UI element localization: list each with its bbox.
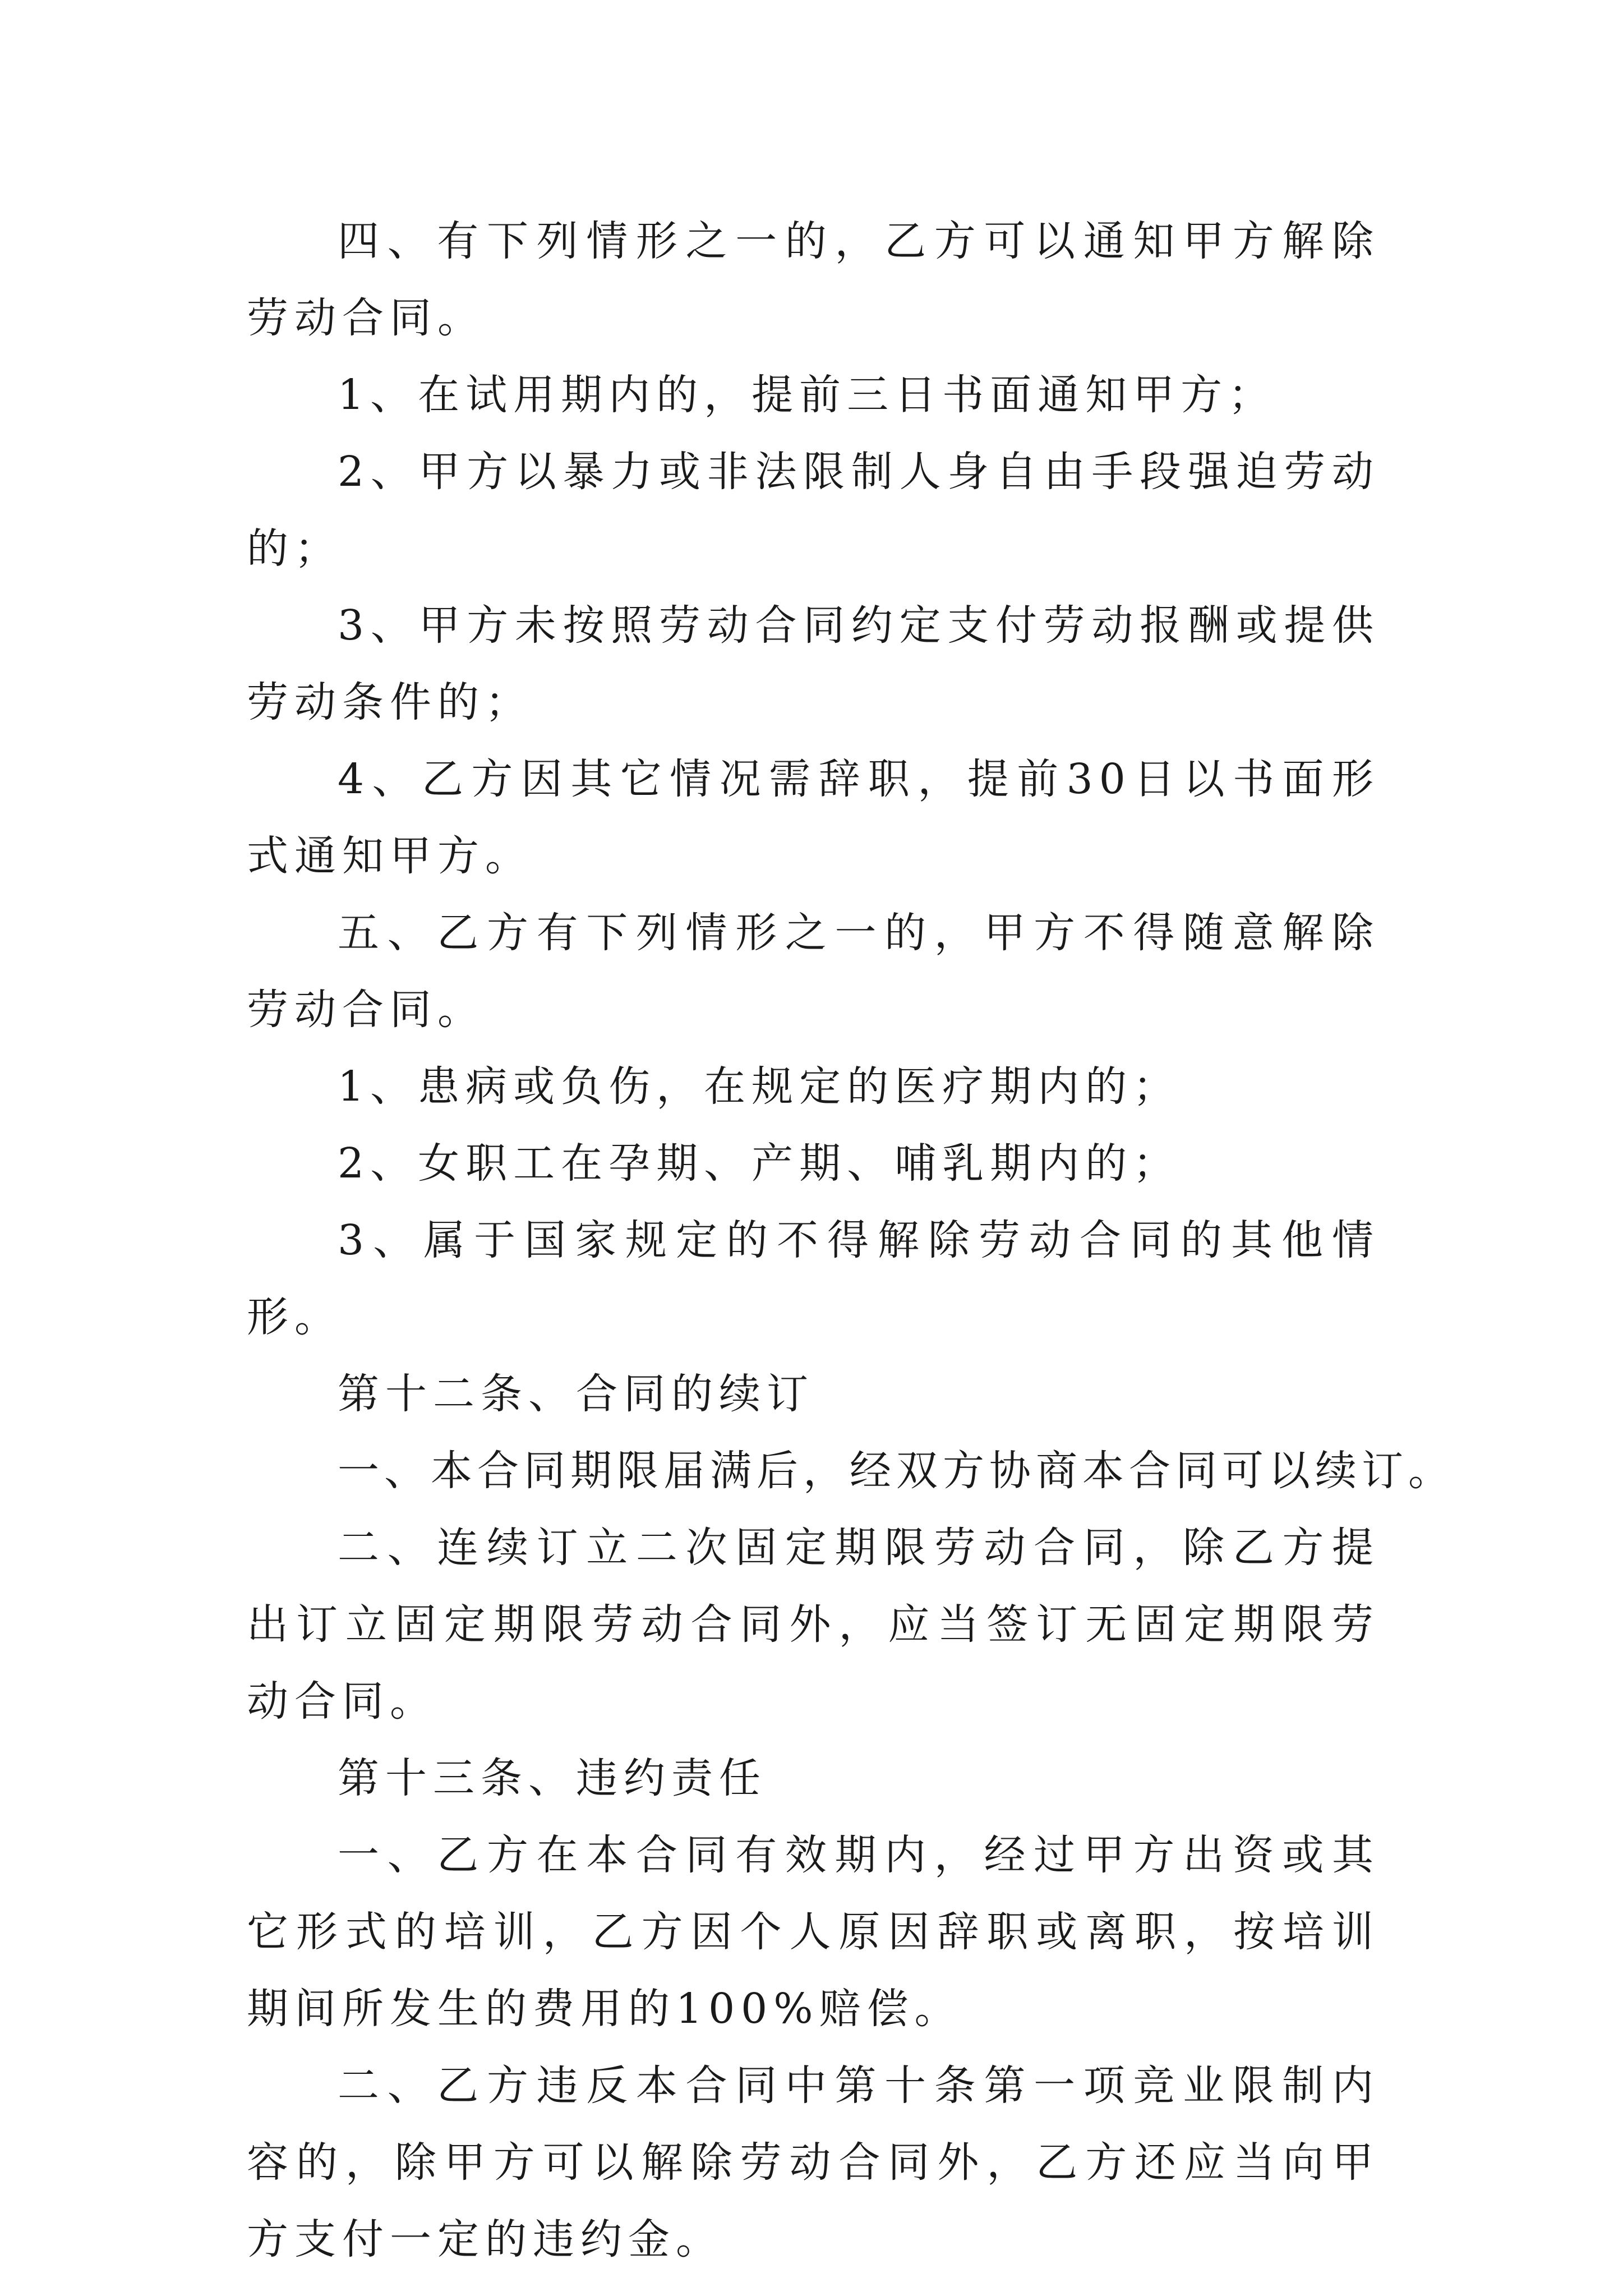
paragraph-section-four: 四、有下列情形之一的，乙方可以通知甲方解除劳动合同。 bbox=[247, 217, 1380, 342]
paragraph-item: 二、连续订立二次固定期限劳动合同，除乙方提出订立固定期限劳动合同外，应当签订无固定期限劳动合同。 bbox=[247, 1524, 1380, 1726]
paragraph-item: 3、属于国家规定的不得解除劳动合同的其他情形。 bbox=[247, 1216, 1380, 1341]
paragraph-item: 2、甲方以暴力或非法限制人身自由手段强迫劳动的； bbox=[247, 448, 1380, 573]
paragraph-item: 2、女职工在孕期、产期、哺乳期内的； bbox=[338, 1139, 1181, 1188]
document-body bbox=[247, 203, 1455, 2278]
paragraph-section-five: 五、乙方有下列情形之一的，甲方不得随意解除劳动合同。 bbox=[247, 909, 1380, 1034]
paragraph-item: 1、在试用期内的，提前三日书面通知甲方； bbox=[338, 371, 1276, 419]
paragraph-item: 4、乙方因其它情况需辞职，提前30日以书面形式通知甲方。 bbox=[247, 755, 1380, 880]
paragraph-item: 3、甲方未按照劳动合同约定支付劳动报酬或提供劳动条件的； bbox=[247, 601, 1380, 726]
paragraph-item: 一、本合同期限届满后，经双方协商本合同可以续订。 bbox=[338, 1447, 1455, 1495]
paragraph-item: 1、患病或负伤，在规定的医疗期内的； bbox=[338, 1062, 1181, 1111]
article-heading-twelve: 第十二条、合同的续订 bbox=[338, 1370, 814, 1418]
paragraph-item: 二、乙方违反本合同中第十条第一项竞业限制内容的，除甲方可以解除劳动合同外，乙方还应当向甲方支付一定的违约金。 bbox=[247, 2062, 1380, 2263]
article-heading-thirteen: 第十三条、违约责任 bbox=[338, 1754, 767, 1802]
paragraph-item: 一、乙方在本合同有效期内，经过甲方出资或其它形式的培训，乙方因个人原因辞职或离职，按培训期间所发生的费用的100%赔偿。 bbox=[247, 1831, 1380, 2033]
